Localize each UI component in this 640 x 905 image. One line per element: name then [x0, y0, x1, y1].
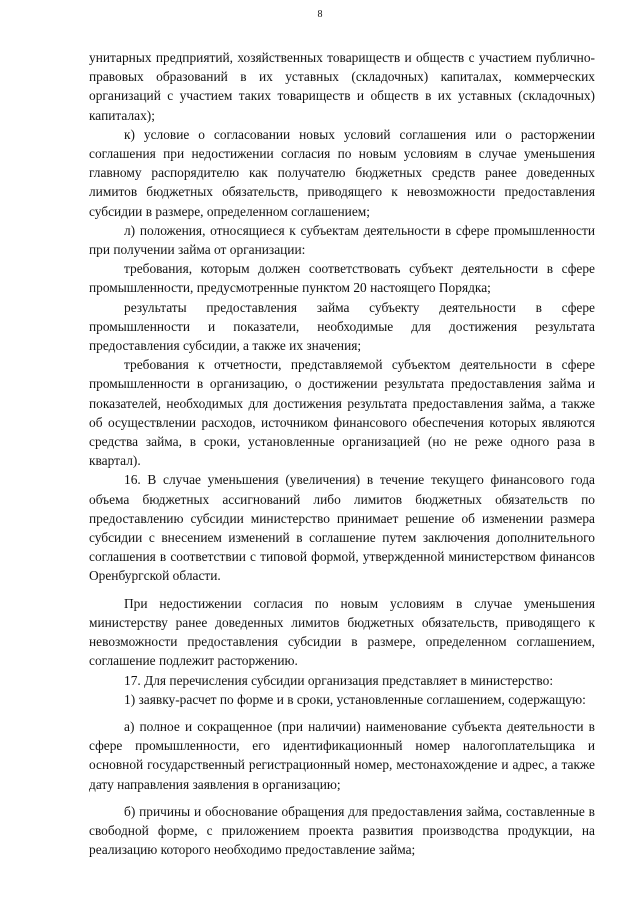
paragraph-reporting-requirements: требования к отчетности, представляемой субъектом деятельности в сфере промышленности в организацию, о достижении результата предоставления займа и показателей, необходимых для достижения результата предоставления займа, а также об осуществлении расходов, источником финансового обеспечения которых являются средства займа, в сроки, установленные организацией (но не реже одного раза в квартал).: [89, 357, 595, 469]
paragraph-item-k: к) условие о согласовании новых условий соглашения или о расторжении соглашения при недостижении согласия по новым условиям в случае уменьшения главному распорядителю как получателю бюджетных средств ранее доведенных лимитов бюджетных обязательств, приводящего к невозможности предоставления субсидии в размере, определенном соглашением;: [89, 126, 595, 219]
paragraph-item-l: л) положения, относящиеся к субъектам деятельности в сфере промышленности при получении займа от организации:: [89, 222, 595, 258]
paragraph-clause-16: 16. В случае уменьшения (увеличения) в течение текущего финансового года объема бюджетных ассигнований либо лимитов бюджетных обязательств по предоставлению субсидии министерство принимает решение об изменении размера субсидии с внесением изменений в соглашение путем заключения дополнительного соглашения в соответствии с типовой формой, утвержденной министерством финансов Оренбургской области.: [89, 472, 595, 584]
paragraph-subitem-1: 1) заявку-расчет по форме и в сроки, установленные соглашением, содержащую:: [124, 691, 586, 707]
document-body: [89, 48, 595, 859]
paragraph-subitem-b: б) причины и обоснование обращения для предоставления займа, составленные в свободной форме, с приложением проекта развития производства продукции, на реализацию которого необходимо предоставление займа;: [89, 803, 595, 858]
paragraph-unitary-enterprises: унитарных предприятий, хозяйственных товариществ и обществ с участием публично-правовых образований в их уставных (складочных) капиталах, коммерческих организаций с участием таких товариществ и обществ в их уставных (складочных) капиталах);: [89, 50, 595, 123]
page-number: 8: [317, 9, 323, 20]
paragraph-loan-results: результаты предоставления займа субъекту деятельности в сфере промышленности и показатели, необходимые для достижения результата предоставления субсидии, а также их значения;: [89, 299, 595, 354]
paragraph-clause-17: 17. Для перечисления субсидии организация представляет в министерство:: [124, 672, 554, 688]
paragraph-subitem-a: а) полное и сокращенное (при наличии) наименование субъекта деятельности в сфере промышленности, его идентификационный номер налогоплательщика и основной государственный регистрационный номер, местонахождение и адрес, а также дату направления заявления в организацию;: [89, 718, 595, 792]
paragraph-termination: При недостижении согласия по новым условиям в случае уменьшения министерству ранее доведенных лимитов бюджетных обязательств, приводящего к невозможности предоставления субсидии в размере, определенном соглашением, соглашение подлежит расторжению.: [89, 595, 595, 669]
paragraph-requirements: требования, которым должен соответствовать субъект деятельности в сфере промышленности, предусмотренные пунктом 20 настоящего Порядка;: [89, 261, 595, 296]
